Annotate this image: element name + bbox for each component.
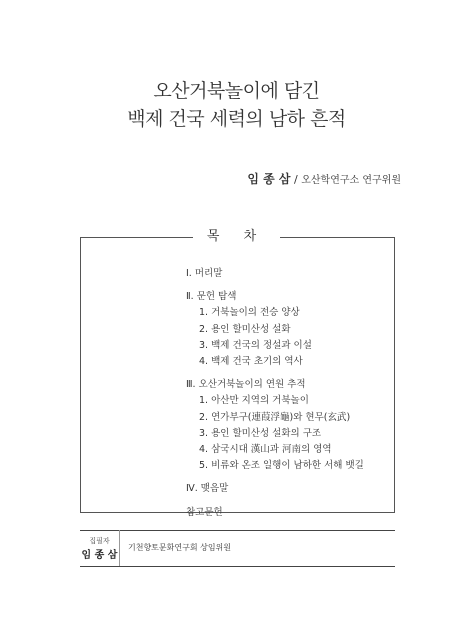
toc-item: 4. 백제 건국 초기의 역사 <box>199 356 303 368</box>
toc-item: 2. 연가부구(連葭浮龜)와 현무(玄武) <box>199 411 351 423</box>
writer-affiliation: 기천향토문화연구회 상임위원 <box>128 543 232 552</box>
toc-item: 2. 용인 할미산성 설화 <box>199 323 291 335</box>
table-of-contents <box>186 266 364 521</box>
toc-item: 3. 용인 할미산성 설화의 구조 <box>199 427 322 439</box>
toc-section <box>186 266 364 282</box>
toc-item: 1. 거북놀이의 전승 양상 <box>199 307 300 319</box>
toc-item: 4. 삼국시대 漢山과 河南의 영역 <box>199 444 332 456</box>
toc-section-label: 참고문헌 <box>186 506 223 518</box>
toc-section-label: Ⅰ. 머리말 <box>186 268 223 279</box>
toc-section-label: Ⅱ. 문헌 탐색 <box>186 291 237 303</box>
toc-section <box>186 505 364 521</box>
author-separator: / <box>290 173 302 186</box>
footer-bottom-rule <box>80 566 395 567</box>
writer-label: 집필자 <box>89 537 110 545</box>
footer-top-rule <box>80 530 395 531</box>
toc-section <box>186 289 364 370</box>
toc-item: 5. 비류와 온조 일행이 남하한 서해 뱃길 <box>199 460 364 472</box>
author-name: 임 종 삼 <box>247 172 291 186</box>
title-line-1: 오산거북놀이에 담긴 <box>153 80 320 102</box>
toc-heading <box>0 225 473 244</box>
toc-section-label: Ⅳ. 맺음말 <box>186 483 229 495</box>
toc-item: 1. 아산만 지역의 거북놀이 <box>199 395 309 407</box>
toc-item: 3. 백제 건국의 정설과 이설 <box>199 339 312 351</box>
toc-section-label: Ⅲ. 오산거북놀이의 연원 추적 <box>186 379 306 391</box>
toc-section <box>186 377 364 474</box>
title-line-2: 백제 건국 세력의 남하 흔적 <box>127 108 346 130</box>
writer-name: 임 종 삼 <box>81 550 118 561</box>
author-line <box>247 170 401 187</box>
footer-divider <box>119 530 120 566</box>
toc-section <box>186 481 364 497</box>
author-affiliation: 오산학연구소 연구위원 <box>301 175 401 186</box>
toc-heading-text: 목 차 <box>193 229 280 244</box>
